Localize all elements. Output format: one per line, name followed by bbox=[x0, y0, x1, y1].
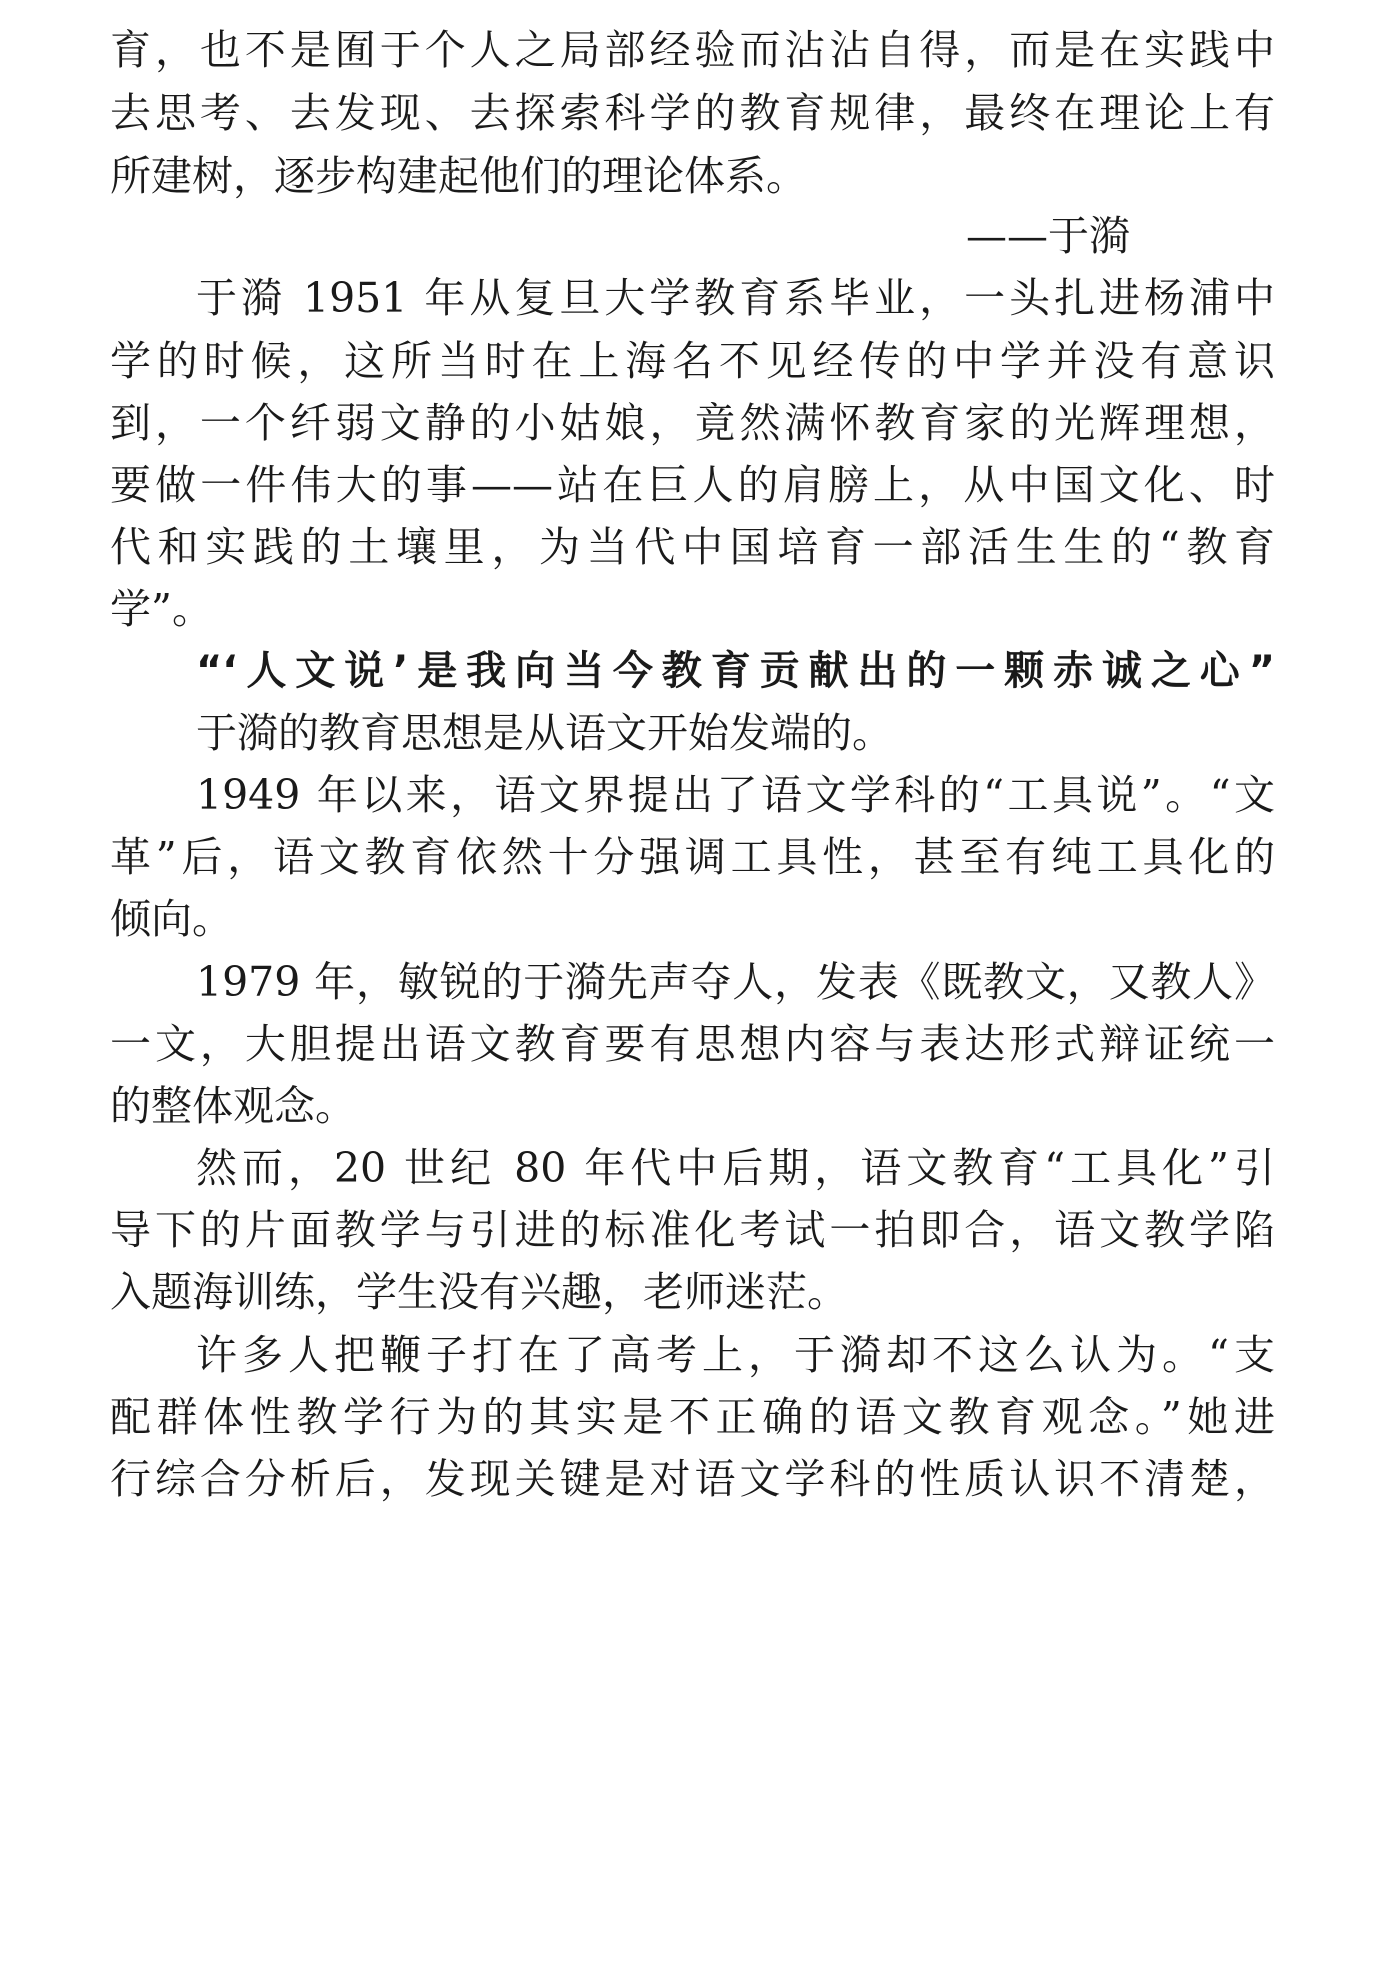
body-text-line: 行综合分析后，发现关键是对语文学科的性质认识不清楚， bbox=[110, 1455, 1275, 1503]
paragraph-first-line: 于漪 1951 年从复旦大学教育系毕业，一头扎进杨浦中 bbox=[196, 274, 1275, 322]
body-text-line: 入题海训练，学生没有兴趣，老师迷茫。 bbox=[110, 1268, 848, 1316]
body-text-line: 代和实践的土壤里，为当代中国培育一部活生生的“教育 bbox=[110, 523, 1275, 571]
body-text-line: 导下的片面教学与引进的标准化考试一拍即合，语文教学陷 bbox=[110, 1206, 1275, 1254]
body-text-line: 所建树，逐步构建起他们的理论体系。 bbox=[110, 152, 807, 200]
body-text-line: 革”后，语文教育依然十分强调工具性，甚至有纯工具化的 bbox=[110, 833, 1275, 881]
paragraph-first-line: 1949 年以来，语文界提出了语文学科的“工具说”。“文 bbox=[196, 771, 1275, 819]
body-text-line: 学的时候，这所当时在上海名不见经传的中学并没有意识 bbox=[110, 337, 1275, 385]
body-text-line: 学”。 bbox=[110, 585, 213, 633]
body-text-line: 育，也不是囿于个人之局部经验而沾沾自得，而是在实践中 bbox=[110, 26, 1275, 74]
body-text-line: 配群体性教学行为的其实是不正确的语文教育观念。”她进 bbox=[110, 1393, 1275, 1441]
body-text-line: 一文，大胆提出语文教育要有思想内容与表达形式辩证统一 bbox=[110, 1020, 1275, 1068]
body-text-line: 要做一件伟大的事——站在巨人的肩膀上，从中国文化、时 bbox=[110, 461, 1275, 509]
body-text-line: 去思考、去发现、去探索科学的教育规律，最终在理论上有 bbox=[110, 89, 1275, 137]
paragraph-first-line: 1979 年，敏锐的于漪先声夺人，发表《既教文，又教人》 bbox=[196, 958, 1275, 1006]
body-text-line: 倾向。 bbox=[110, 895, 233, 943]
paragraph-first-line: 于漪的教育思想是从语文开始发端的。 bbox=[196, 709, 893, 757]
body-text-line: 到，一个纤弱文静的小姑娘，竟然满怀教育家的光辉理想， bbox=[110, 399, 1275, 447]
paragraph-first-line: 许多人把鞭子打在了高考上，于漪却不这么认为。“支 bbox=[196, 1331, 1275, 1379]
quote-attribution: ——于漪 bbox=[966, 212, 1130, 260]
paragraph-first-line: 然而，20 世纪 80 年代中后期，语文教育“工具化”引 bbox=[196, 1144, 1275, 1192]
section-heading: “‘人文说’是我向当今教育贡献出的一颗赤诚之心” bbox=[196, 648, 1275, 694]
body-text-line: 的整体观念。 bbox=[110, 1082, 356, 1130]
